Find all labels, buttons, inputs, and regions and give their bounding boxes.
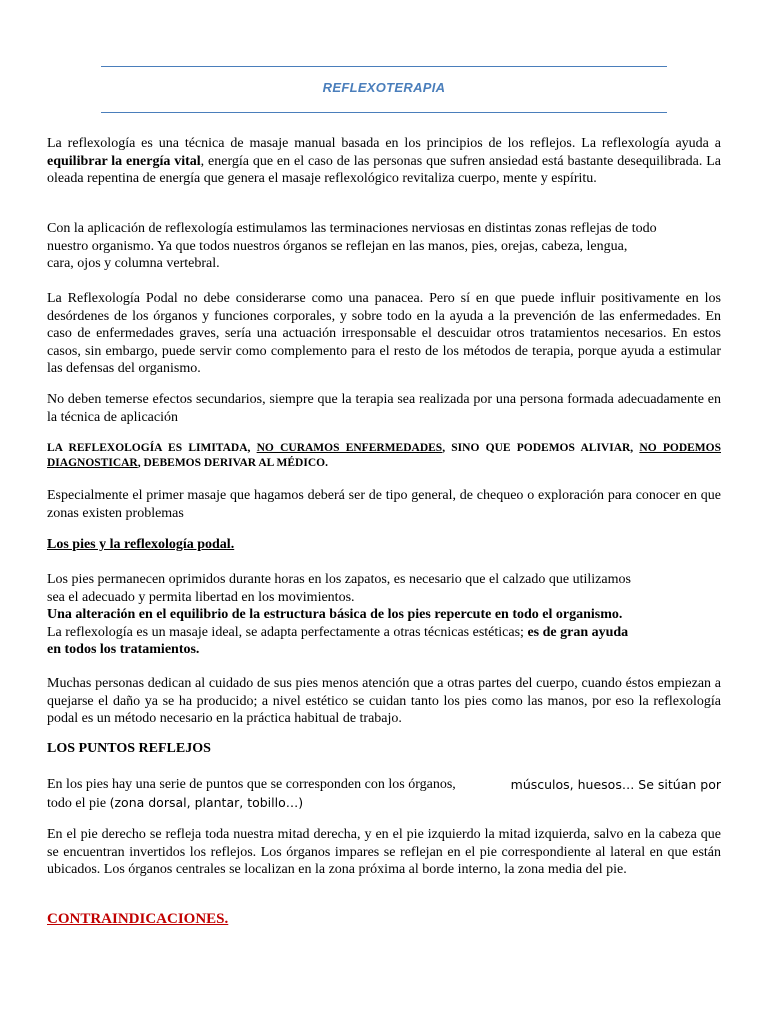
intro-p2-line-1: Con la aplicación de reflexología estimulamos las terminaciones nerviosas en distintas zonas reflejas de todo bbox=[47, 221, 657, 236]
general-massage-paragraph: Especialmente el primer masaje que hagamos deberá ser de tipo general, de chequeo o exploración para conocer en que zonas existen problemas bbox=[47, 488, 721, 521]
title-bottom-rule bbox=[101, 112, 667, 113]
intro-paragraph-1 bbox=[47, 135, 721, 188]
intro-p1-text-a: La reflexología es una técnica de masaje manual basada en los principios de los reflejos. La reflexología ayuda a bbox=[47, 136, 721, 151]
feet-line-2: sea el adecuado y permita libertad en los movimientos. bbox=[47, 589, 355, 605]
warning-text-c: , DEBEMOS DERIVAR AL MÉDICO. bbox=[137, 457, 328, 469]
points-p7-text-a: En los pies hay una serie de puntos que se corresponden con los órganos, bbox=[47, 777, 456, 792]
document-title: REFLEXOTERAPIA bbox=[322, 80, 446, 95]
points-p7-sans-1: músculos, huesos… Se sitúan por bbox=[510, 777, 721, 792]
feet-line-4 bbox=[47, 624, 721, 642]
feet-line-5-bold: en todos los tratamientos. bbox=[47, 642, 200, 657]
intro-p2-line-3: cara, ojos y columna vertebral. bbox=[47, 256, 220, 271]
points-p7-sans-2: (zona dorsal, plantar, tobillo…) bbox=[109, 794, 304, 810]
limitations-warning bbox=[47, 441, 721, 471]
foot-care-paragraph: Muchas personas dedican al cuidado de sus pies menos atención que a otras partes del cuerpo, cuando éstos empiezan a quejarse el daño ya se ha producido; a nivel estético se cuidan tanto los pies como las manos, por eso la reflexología podal es un método necesario en la práctica habitual de trabajo. bbox=[47, 676, 721, 726]
points-p7-text-b: todo el pie bbox=[47, 795, 110, 811]
feet-line-3-bold: Una alteración en el equilibrio de la estructura básica de los pies repercute en todo el organismo. bbox=[47, 607, 623, 622]
intro-p2-line-2: nuestro organismo. Ya que todos nuestros órganos se reflejan en las manos, pies, orejas, cabeza, lengua, bbox=[47, 238, 628, 254]
feet-line-4-text: La reflexología es un masaje ideal, se adapta perfectamente a otras técnicas estéticas; bbox=[47, 624, 528, 640]
intro-paragraph-3: La Reflexología Podal no debe considerarse como una panacea. Pero sí en que puede influir positivamente en los desórdenes de los órganos y funciones corporales, y sobre todo en la ayuda a la prevención de las enfermedades. En caso de enfermedades graves, sería una actuación irresponsable el descuidar otros tratamientos necesarios. En estos casos, sin embargo, puede servir como complemento para el resto de los métodos de terapia, porque ayuda a estimular las defensas del organismo. bbox=[47, 291, 721, 376]
warning-text-a: LA REFLEXOLOGÍA ES LIMITADA, bbox=[47, 442, 257, 454]
contraindications-heading: CONTRAINDICACIONES. bbox=[47, 911, 229, 927]
intro-p1-bold: equilibrar la energía vital bbox=[47, 153, 201, 169]
feet-line-4-bold: es de gran ayuda bbox=[527, 624, 629, 640]
intro-paragraph-4: No deben temerse efectos secundarios, siempre que la terapia sea realizada por una persona formada adecuadamente en la técnica de aplicación bbox=[47, 392, 721, 425]
warning-text-b: , SINO QUE PODEMOS ALIVIAR, bbox=[442, 442, 640, 454]
title-top-rule bbox=[101, 66, 667, 67]
points-p7-line-2 bbox=[47, 794, 721, 813]
reflex-points-paragraph-1 bbox=[47, 776, 721, 812]
reflex-points-heading: LOS PUNTOS REFLEJOS bbox=[47, 741, 211, 756]
warning-underlined-2: NO PODEMOS DIAGNOSTICAR bbox=[47, 442, 721, 469]
feet-section-body bbox=[47, 571, 721, 659]
intro-paragraph-2 bbox=[47, 220, 721, 273]
feet-line-1: Los pies permanecen oprimidos durante horas en los zapatos, es necesario que el calzado que utilizamos bbox=[47, 572, 631, 587]
feet-section-heading: Los pies y la reflexología podal. bbox=[47, 537, 235, 552]
warning-underlined-1: NO CURAMOS ENFERMEDADES bbox=[256, 442, 443, 454]
intro-p1-text-b: , energía que en el caso de las personas que sufren ansiedad está bastante desequilibrada. La oleada repentina de energía que genera el masaje reflexológico revitaliza cuerpo, mente y espíritu. bbox=[47, 153, 721, 186]
reflex-points-paragraph-2: En el pie derecho se refleja toda nuestra mitad derecha, y en el pie izquierdo la mitad izquierda, salvo en la cabeza que se encuentran invertidos los reflejos. Los órganos impares se reflejan en el pie correspondiente al lateral en que están ubicados. Los órganos centrales se localizan en la zona próxima al borde interno, la zona media del pie. bbox=[47, 827, 721, 877]
points-p7-line-1 bbox=[47, 776, 721, 794]
